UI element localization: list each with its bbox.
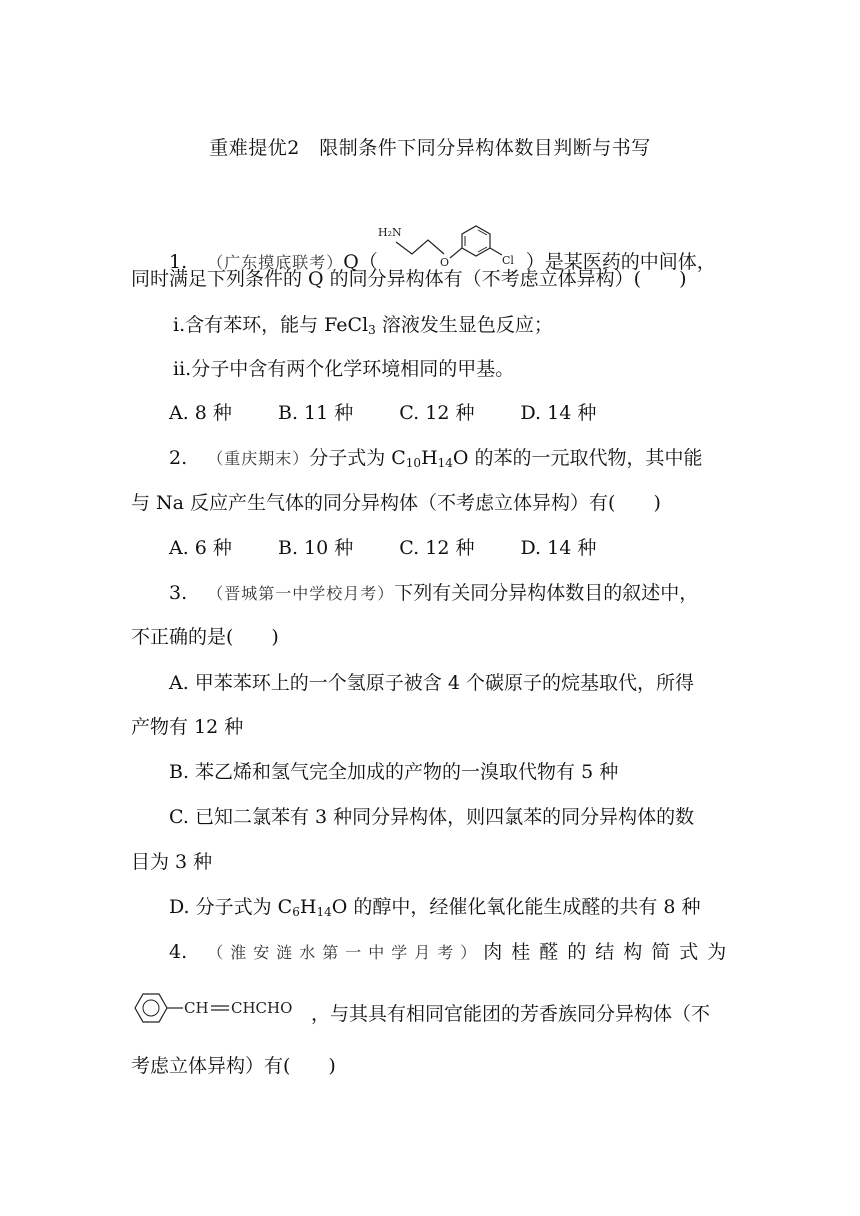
option-a[interactable]: A. 8 种 <box>169 402 232 424</box>
question-number: 3. <box>169 582 188 604</box>
option-d[interactable]: D. 14 种 <box>520 402 597 424</box>
question-2-options <box>169 535 636 561</box>
ch-label: CH <box>184 999 209 1017</box>
option-c[interactable]: C. 12 种 <box>399 402 475 424</box>
question-2-line-2: 与 Na 反应产生气体的同分异构体（不考虑立体异构）有( ) <box>131 492 661 514</box>
question-source: （重庆期末） <box>207 449 310 468</box>
condition-2: ⅱ.分子中含有两个化学环境相同的甲基。 <box>173 358 515 380</box>
question-4-line-1: 4. （淮安涟水第一中学月考）肉桂醛的结构简式为 <box>169 941 736 963</box>
option-c-cont: 目为 3 种 <box>131 851 213 873</box>
option-b[interactable]: B. 10 种 <box>277 537 354 559</box>
question-3-line-1: 3. （晋城第一中学校月考）下列有关同分异构体数目的叙述中， <box>169 582 699 604</box>
question-source: （淮安涟水第一中学月考） <box>207 943 484 962</box>
q1-text-post: ）是某医药的中间体， <box>525 251 716 273</box>
cl-label: Cl <box>501 254 514 267</box>
question-2-line-1: 2. （重庆期末）分子式为 $C_{10}H_{14}O$ 的苯的一元取代物，其中能 <box>169 447 703 470</box>
option-a[interactable]: A. 甲苯苯环上的一个氢原子被含 4 个碳原子的烷基取代，所得 <box>169 672 694 694</box>
question-source: （晋城第一中学校月考） <box>207 584 395 603</box>
question-number: 1. <box>169 251 188 273</box>
cho-label: CHCHO <box>231 999 293 1017</box>
question-1-line-2: 同时满足下列条件的 Q 的同分异构体有（不考虑立体异构）( ) <box>131 268 687 290</box>
page-title: 重难提优2 限制条件下同分异构体数目判断与书写 <box>209 137 651 159</box>
option-b[interactable]: B. 11 种 <box>277 402 354 424</box>
option-d[interactable]: D. 14 种 <box>520 537 597 559</box>
q1-text-pre: Q（ <box>343 251 378 273</box>
option-b[interactable]: B. 苯乙烯和氢气完全加成的产物的一溴取代物有 5 种 <box>169 761 619 783</box>
question-4-line-2: CH CHCHO ，与其具有相同官能团的芳香族同分异构体（不 <box>131 988 710 1028</box>
question-3-line-2: 不正确的是( ) <box>131 626 279 648</box>
chemical-structure-cinnamaldehyde <box>131 988 311 1028</box>
option-c[interactable]: C. 已知二氯苯有 3 种同分异构体，则四氯苯的同分异构体的数 <box>169 806 695 828</box>
question-1-options <box>169 400 636 426</box>
o-label: O <box>439 256 449 269</box>
condition-1: ⅰ.含有苯环，能与 FeCl$_3$ 溶液发生显色反应； <box>173 314 553 337</box>
question-source: （广东摸底联考） <box>207 253 344 272</box>
option-d[interactable]: D. 分子式为 $C_6H_{14}O$ 的醇中，经催化氧化能生成醛的共有 8 种 <box>169 896 701 919</box>
nh2-label: H₂N <box>377 226 402 239</box>
question-number: 4. <box>169 941 188 963</box>
option-a-cont: 产物有 12 种 <box>131 716 244 738</box>
question-number: 2. <box>169 447 188 469</box>
question-4-line-3: 考虑立体异构）有( ) <box>131 1055 336 1077</box>
option-c[interactable]: C. 12 种 <box>399 537 475 559</box>
option-a[interactable]: A. 6 种 <box>169 537 232 559</box>
